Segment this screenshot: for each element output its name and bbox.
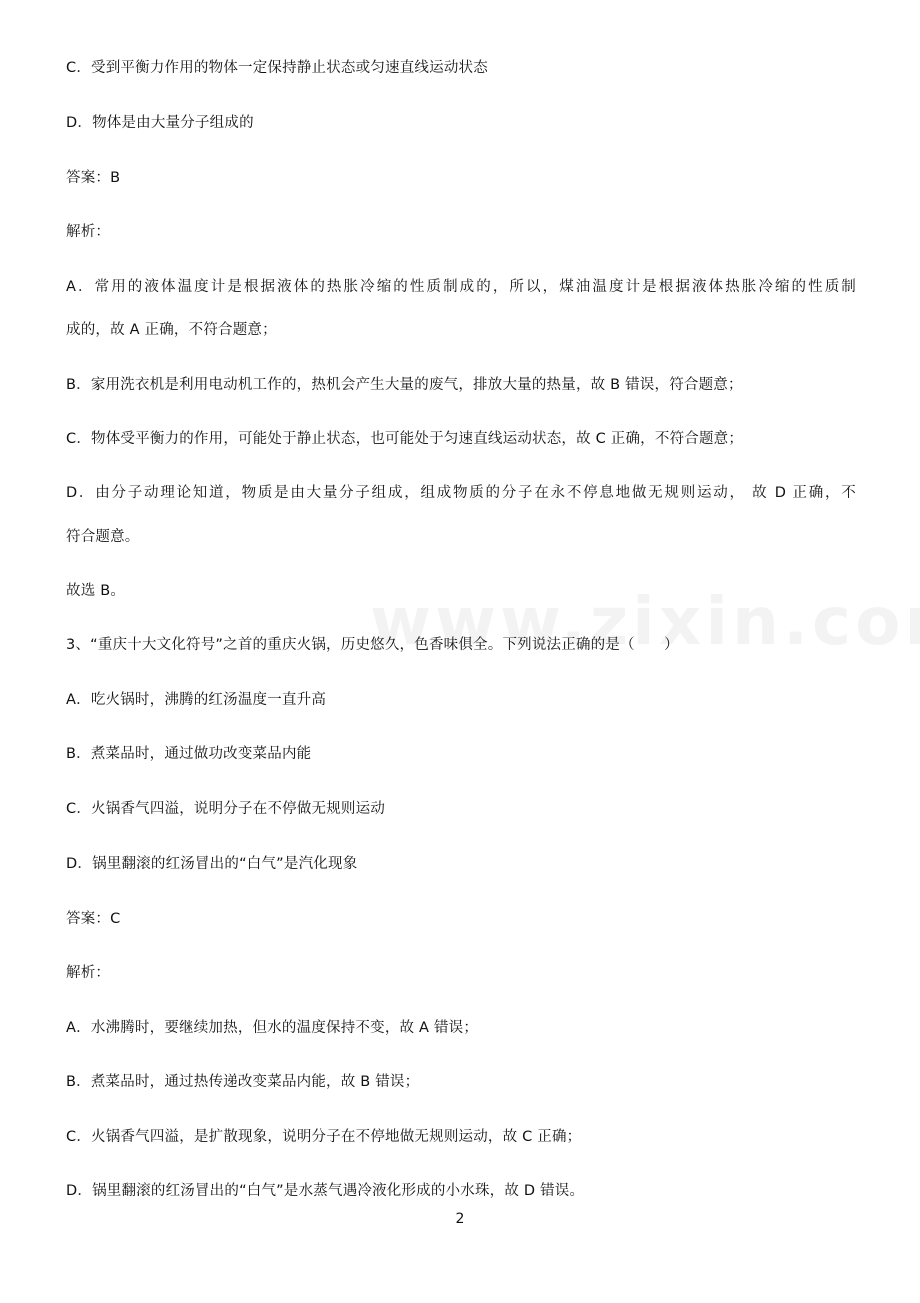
analysis-a-line-2: 成的，故 A 正确，不符合题意； bbox=[66, 322, 277, 338]
option-c-line: C．受到平衡力作用的物体一定保持静止状态或匀速直线运动状态 bbox=[66, 60, 488, 76]
question-3-answer: 答案：C bbox=[66, 911, 121, 927]
page-number: 2 bbox=[455, 1211, 465, 1227]
analysis-a-line-1: A．常用的液体温度计是根据液体的热胀冷缩的性质制成的，所以，煤油温度计是根据液体热胀冷缩的性质制 bbox=[66, 279, 856, 295]
question-3-analysis-a: A．水沸腾时，要继续加热，但水的温度保持不变，故 A 错误； bbox=[66, 1020, 479, 1036]
answer-line: 答案：B bbox=[66, 170, 121, 186]
question-3-stem: 3、“重庆十大文化符号”之首的重庆火锅，历史悠久，色香味俱全。下列说法正确的是（ ） bbox=[66, 637, 679, 653]
question-3-analysis-heading: 解析： bbox=[66, 965, 111, 981]
analysis-b-line: B．家用洗衣机是利用电动机工作的，热机会产生大量的废气，排放大量的热量，故 B 错误，符合题意； bbox=[66, 377, 743, 393]
analysis-d-line-1: D．由分子动理论知道，物质是由大量分子组成，组成物质的分子在永不停息地做无规则运动， 故 D 正确，不 bbox=[66, 485, 856, 501]
question-3-option-c: C．火锅香气四溢，说明分子在不停做无规则运动 bbox=[66, 801, 386, 817]
analysis-c-line: C．物体受平衡力的作用，可能处于静止状态，也可能处于匀速直线运动状态，故 C 正确，不符合题意； bbox=[66, 431, 744, 447]
question-3-option-d: D．锅里翻滚的红汤冒出的“白气”是汽化现象 bbox=[66, 856, 358, 872]
question-3-option-b: B．煮菜品时，通过做功改变菜品内能 bbox=[66, 746, 312, 762]
question-3-analysis-c: C．火锅香气四溢，是扩散现象，说明分子在不停地做无规则运动，故 C 正确； bbox=[66, 1129, 582, 1145]
question-3-option-a: A．吃火锅时，沸腾的红汤温度一直升高 bbox=[66, 692, 327, 708]
analysis-heading: 解析： bbox=[66, 224, 111, 240]
analysis-d-line-2: 符合题意。 bbox=[66, 529, 140, 545]
choice-line: 故选 B。 bbox=[66, 583, 126, 599]
question-3-analysis-d: D．锅里翻滚的红汤冒出的“白气”是水蒸气遇冷液化形成的小水珠，故 D 错误。 bbox=[66, 1183, 585, 1199]
option-d-line: D．物体是由大量分子组成的 bbox=[66, 115, 254, 131]
question-3-analysis-b: B．煮菜品时，通过热传递改变菜品内能，故 B 错误； bbox=[66, 1074, 420, 1090]
